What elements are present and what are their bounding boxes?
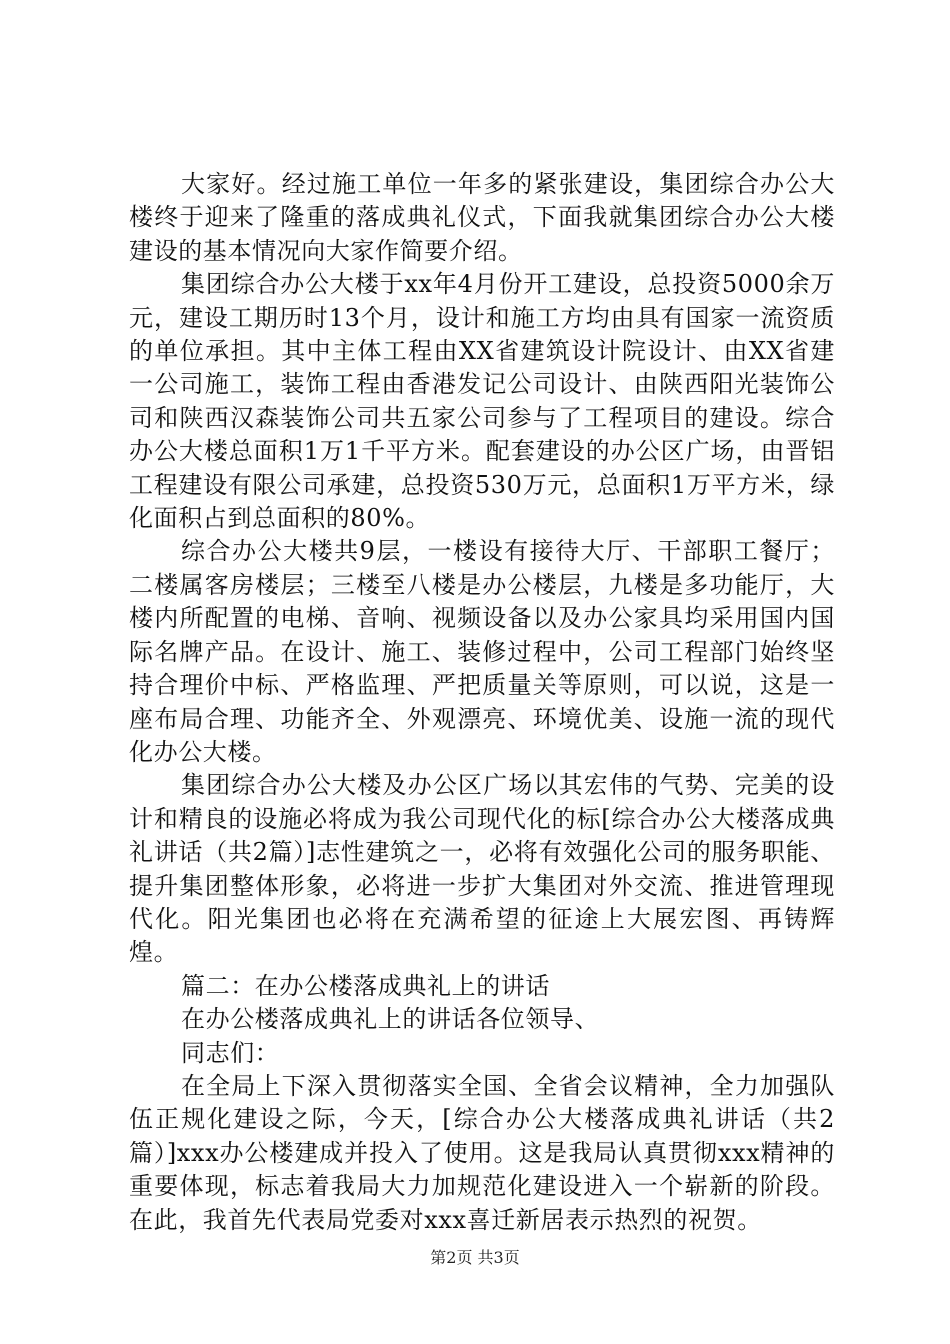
speech-title: 在办公楼落成典礼上的讲话各位领导、 [181, 1005, 600, 1034]
paragraph-speech-body: 在全局上下深入贯彻落实全国、全省会议精神，全力加强队伍正规化建设之际，今天，[综合办公大楼落成典礼讲话（共2篇）]xxx办公楼建成并投入了使用。这是我局认真贯彻xxx精神的重要体现，标志着我局大力加规范化建设进入一个崭新的阶段。在此，我首先代表局党委对xxx喜迁新居表示热烈的祝贺。 [129, 1071, 835, 1234]
section-heading: 篇二：在办公楼落成典礼上的讲话 [181, 971, 550, 1000]
paragraph-investment: 集团综合办公大楼于xx年4月份开工建设，总投资5000余万元，建设工期历时13个月，设计和施工方均由具有国家一流资质的单位承担。其中主体工程由XX省建筑设计院设计、由XX省建一公司施工，装饰工程由香港发记公司设计、由陕西阳光装饰公司和陕西汉森装饰公司共五家公司参与了工程项目的建设。综合办公大楼总面积1万1千平方米。配套建设的办公区广场，由晋铝工程建设有限公司承建，总投资530万元，总面积1万平方米，绿化面积占到总面积的80%。 [129, 270, 835, 533]
salutation: 同志们： [181, 1038, 280, 1067]
page-number-footer: 第2页 共3页 [430, 1248, 520, 1267]
document-body [129, 168, 835, 1237]
paragraph-intro: 大家好。经过施工单位一年多的紧张建设，集团综合办公大楼终于迎来了隆重的落成典礼仪式，下面我就集团综合办公大楼建设的基本情况向大家作简要介绍。 [129, 170, 835, 265]
paragraph-significance: 集团综合办公大楼及办公区广场以其宏伟的气势、完美的设计和精良的设施必将成为我公司现代化的标[综合办公大楼落成典礼讲话（共2篇）]志性建筑之一，必将有效强化公司的服务职能、提升集团整体形象，必将进一步扩大集团对外交流、推进管理现代化。阳光集团也必将在充满希望的征途上大展宏图、再铸辉煌。 [129, 771, 835, 967]
paragraph-floors: 综合办公大楼共9层，一楼设有接待大厅、干部职工餐厅；二楼属客房楼层；三楼至八楼是办公楼层，九楼是多功能厅，大楼内所配置的电梯、音响、视频设备以及办公家具均采用国内国际名牌产品。在设计、施工、装修过程中，公司工程部门始终坚持合理价中标、严格监理、严把质量关等原则，可以说，这是一座布局合理、功能齐全、外观漂亮、环境优美、设施一流的现代化办公大楼。 [129, 537, 835, 766]
